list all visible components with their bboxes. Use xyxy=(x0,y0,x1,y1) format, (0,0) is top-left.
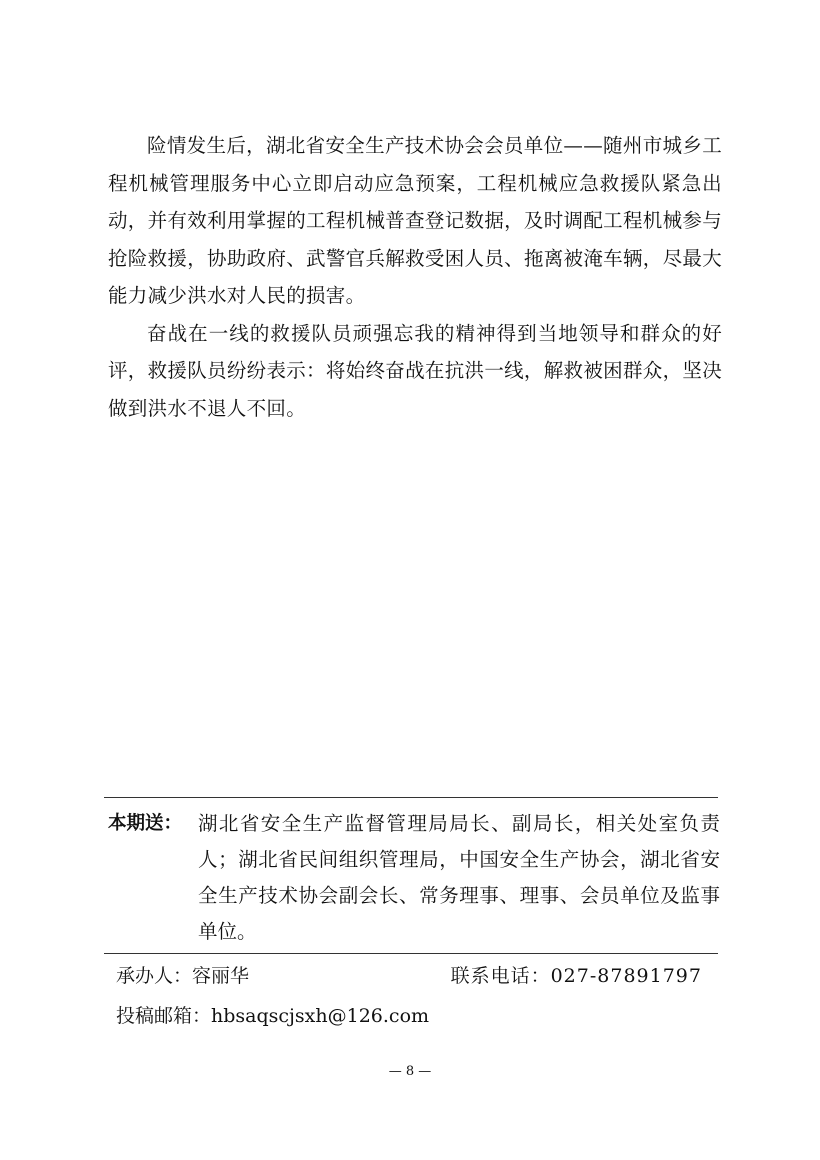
contact-phone: 联系电话：027-87891797 xyxy=(450,965,702,987)
top-divider xyxy=(104,797,718,798)
submission-email: 投稿邮箱：hbsaqscjsxh@126.com xyxy=(116,1005,430,1027)
bottom-divider xyxy=(104,953,718,954)
body-text xyxy=(108,127,722,427)
undertaker: 承办人：容丽华 xyxy=(116,965,250,987)
distribution-text: 湖北省安全生产监督管理局局长、副局长，相关处室负责人；湖北省民间组织管理局，中国安全生产协会，湖北省安全生产技术协会副会长、常务理事、理事、会员单位及监事单位。 xyxy=(198,812,720,943)
page-number: — 8 — xyxy=(388,1064,432,1079)
paragraph-2: 奋战在一线的救援队员顽强忘我的精神得到当地领导和群众的好评，救援队员纷纷表示：将始终奋战在抗洪一线，解救被困群众，坚决做到洪水不退人不回。 xyxy=(108,321,722,420)
distribution-block xyxy=(108,806,720,950)
paragraph-1: 险情发生后，湖北省安全生产技术协会会员单位——随州市城乡工程机械管理服务中心立即启动应急预案，工程机械应急救援队紧急出动，并有效利用掌握的工程机械普查登记数据，及时调配工程机械参与抢险救援，协助政府、武警官兵解救受困人员、拖离被淹车辆，尽最大能力减少洪水对人民的损害。 xyxy=(108,134,722,307)
distribution-label: 本期送： xyxy=(108,813,183,834)
